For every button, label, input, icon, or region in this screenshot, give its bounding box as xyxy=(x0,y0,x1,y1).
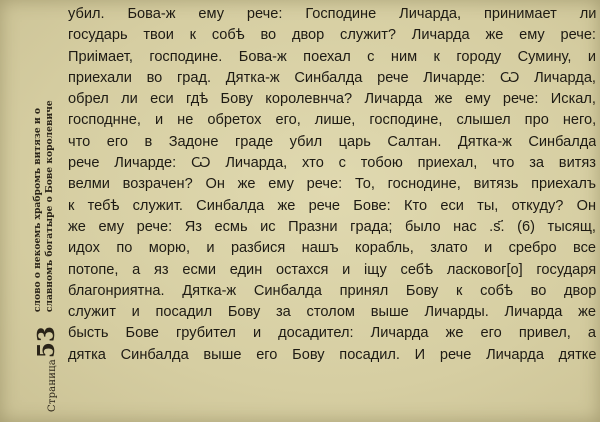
rotated-header xyxy=(32,12,58,412)
text-line: потопе, а яз есми един остахся и іщу себѣ ласковог[о] государя xyxy=(68,261,596,278)
page-number: 53 xyxy=(33,326,60,359)
text-line: идох по морю, и разбися нашъ корабль, злато и сребро все xyxy=(68,240,596,257)
text-line: благонриятна. Дятка-ж Синбалда принял Бову к собѣ во двор xyxy=(68,282,596,299)
text-line: приехали во град. Дятка-ж Синбалда рече Личарде: Ѡ Личарда, xyxy=(68,69,596,86)
text-line: рече Личарде: Ѡ Личарда, хто с тобою приехал, что за витяз xyxy=(68,155,596,172)
text-line: обрел ли еси гдѣ Бову королевнча? Личарда же ему рече: Искал, xyxy=(68,91,596,108)
header-row xyxy=(32,12,58,412)
text-line: Приімает, господине. Бова-ж поехал с ним к городу Сумину, и xyxy=(68,48,596,65)
text-line: дятка Синбалда выше его Бову посадил. И рече Личарда дятке xyxy=(68,346,596,363)
page-label: Страница xyxy=(47,359,58,412)
text-line: к тебѣ служит. Синбалда же рече Бове: Кто еси ты, откуду? Он xyxy=(68,197,596,214)
text-line: что его в Задоне граде убил царь Салтан. Дятка-ж Синбалда xyxy=(68,133,596,150)
text-line: велми возрачен? Он же ему рече: То, госнодине, витязь приехалъ xyxy=(68,176,596,193)
book-title-line-1: слово о некоемъ храбромъ витязе и о xyxy=(32,107,43,313)
body-text xyxy=(68,4,596,366)
book-title xyxy=(32,100,58,312)
book-title-line-2: славномъ богатыре о Бове королевиче xyxy=(44,100,55,313)
text-line: служит и посадил Бову за столом выше Личарды. Личарда же xyxy=(68,304,596,321)
page-margin-sidebar xyxy=(0,0,62,422)
text-line: бысть Бове грубител и досадител: Личарда же его привел, а xyxy=(68,325,596,342)
text-line: государь твои к собѣ во двор служит? Личарда же ему рече: xyxy=(68,27,596,44)
text-line: убил. Бова-ж ему рече: Господине Личарда, принимает ли xyxy=(68,6,596,22)
text-line: же ему рече: Яз есмь ис Празни града; было нас .ѕ҃. (6) тысящ, xyxy=(68,218,596,235)
text-line: господнне, и не обретох его, лише, господине, слышел про него, xyxy=(68,112,596,129)
